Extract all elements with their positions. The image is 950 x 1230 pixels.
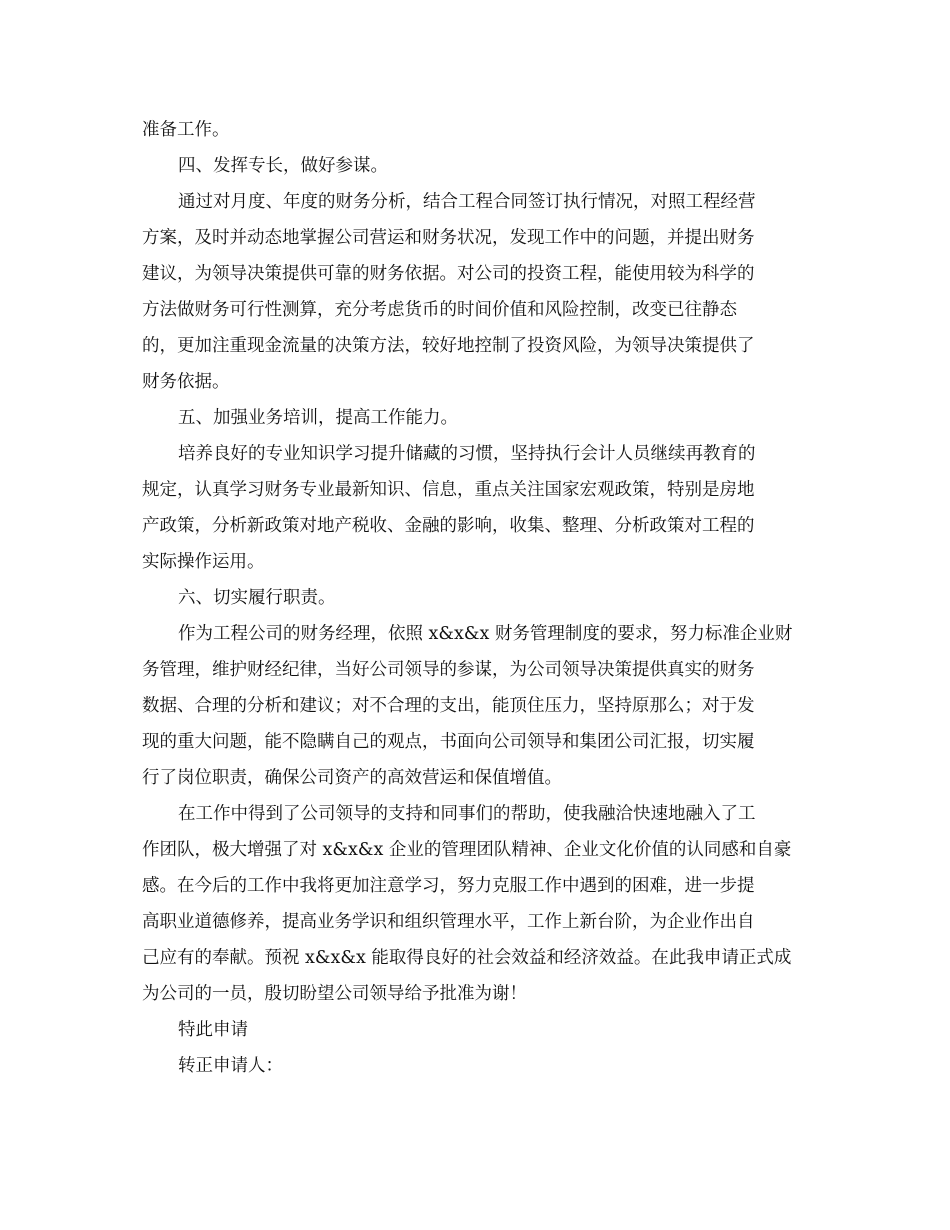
text-line: 感。在今后的工作中我将更加注意学习，努力克服工作中遇到的困难，进一步提 bbox=[142, 876, 755, 896]
closing-remark: 特此申请 bbox=[178, 1020, 248, 1040]
text-line: 方案，及时并动态地掌握公司营运和财务状况，发现工作中的问题，并提出财务 bbox=[142, 228, 755, 248]
text-line: 现的重大问题，能不隐瞒自己的观点，书面向公司领导和集团公司汇报，切实履 bbox=[142, 732, 755, 752]
text-line: 作团队，极大增强了对 x&x&x 企业的管理团队精神、企业文化价值的认同感和自豪 bbox=[142, 840, 792, 860]
text-line: 建议，为领导决策提供可靠的财务依据。对公司的投资工程，能使用较为科学的 bbox=[142, 264, 755, 284]
text-line: 数据、合理的分析和建议；对不合理的支出，能顶住压力，坚持原那么；对于发 bbox=[142, 696, 755, 716]
text-line: 的，更加注重现金流量的决策方法，较好地控制了投资风险，为领导决策提供了 bbox=[142, 336, 755, 356]
section-heading-5: 五、加强业务培训，提高工作能力。 bbox=[178, 408, 458, 428]
text-line: 规定，认真学习财务专业最新知识、信息，重点关注国家宏观政策，特别是房地 bbox=[142, 480, 755, 500]
text-line: 方法做财务可行性测算，充分考虑货币的时间价值和风险控制，改变已往静态 bbox=[142, 300, 737, 320]
text-line: 产政策，分析新政策对地产税收、金融的影响，收集、整理、分析政策对工程的 bbox=[142, 516, 755, 536]
text-line: 作为工程公司的财务经理，依照 x&x&x 财务管理制度的要求，努力标准企业财 bbox=[178, 624, 793, 644]
section-heading-6: 六、切实履行职责。 bbox=[178, 588, 336, 608]
text-line: 在工作中得到了公司领导的支持和同事们的帮助，使我融洽快速地融入了工 bbox=[178, 804, 756, 824]
text-line: 高职业道德修养，提高业务学识和组织管理水平，工作上新台阶，为企业作出自 bbox=[142, 912, 755, 932]
text-line: 为公司的一员，殷切盼望公司领导给予批准为谢！ bbox=[142, 984, 527, 1004]
text-line: 财务依据。 bbox=[142, 372, 230, 392]
text-line: 通过对月度、年度的财务分析，结合工程合同签订执行情况，对照工程经营 bbox=[178, 192, 756, 212]
text-line: 己应有的奉献。预祝 x&x&x 能取得良好的社会效益和经济效益。在此我申请正式成 bbox=[142, 948, 792, 968]
text-line: 务管理，维护财经纪律，当好公司领导的参谋，为公司领导决策提供真实的财务 bbox=[142, 660, 755, 680]
text-line: 培养良好的专业知识学习提升储藏的习惯，坚持执行会计人员继续再教育的 bbox=[178, 444, 756, 464]
applicant-signature-label: 转正申请人： bbox=[178, 1056, 283, 1076]
text-line: 实际操作运用。 bbox=[142, 552, 265, 572]
text-line: 准备工作。 bbox=[142, 120, 230, 140]
text-line: 行了岗位职责，确保公司资产的高效营运和保值增值。 bbox=[142, 768, 562, 788]
section-heading-4: 四、发挥专长，做好参谋。 bbox=[178, 156, 388, 176]
document-body bbox=[142, 112, 812, 1084]
